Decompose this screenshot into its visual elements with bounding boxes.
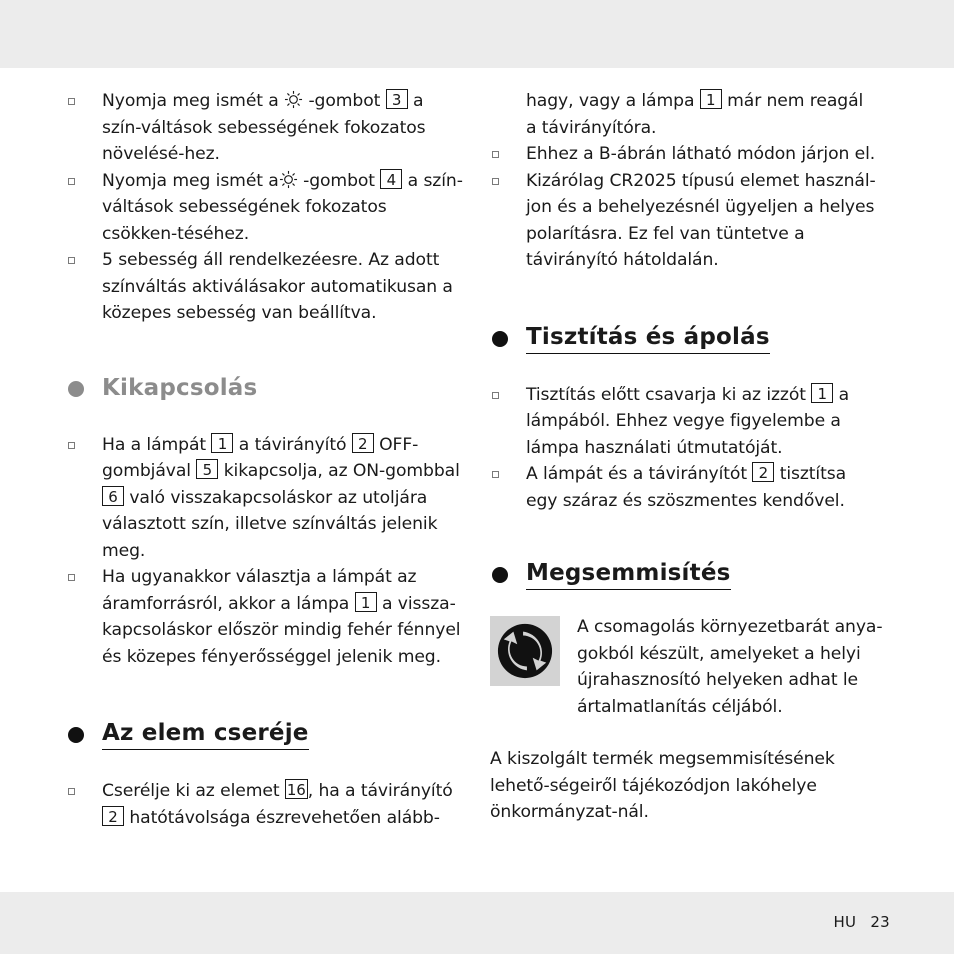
right-column	[490, 88, 886, 826]
disposal-paragraph: A kiszolgált termék megsemmisítésének lehető-ségeiről tájékozódjon lakóhelye önkormányzat-nál.	[490, 749, 835, 822]
bullet-icon	[68, 257, 75, 264]
list-item: 5 sebesség áll rendelkezéesre. Az adott színváltás aktiválásakor automatikusan a közepes sebesség van beállítva.	[66, 247, 464, 327]
ref-number: 4	[380, 169, 402, 189]
bullet-icon	[492, 392, 499, 399]
section-heading-switch-off: Kikapcsolás	[66, 375, 466, 404]
bullet-icon	[492, 151, 499, 158]
bullet-icon	[68, 98, 75, 105]
list-item: Tisztítás előtt csavarja ki az izzót 1 a lámpából. Ehhez vegye figyelembe a lámpa használati útmutatóját.	[490, 382, 878, 462]
page-footer	[819, 913, 890, 931]
bullet-icon	[492, 178, 499, 185]
ref-number: 5	[196, 459, 218, 479]
heading-dot-icon	[68, 727, 84, 743]
heading-dot-icon	[492, 331, 508, 347]
green-dot-recycle-icon	[490, 616, 560, 686]
list-item: Kizárólag CR2025 típusú elemet használ-jon és a behelyezésnél ügyeljen a helyes polarításra. Ez fel van tüntetve a távirányító hátoldalán.	[490, 168, 886, 274]
bullet-icon	[68, 178, 75, 185]
list-item: Ha a lámpát 1 a távirányító 2 OFF-gombjával 5 kikapcsolja, az ON-gombbal 6 való visszakapcsoláskor az utoljára választott szín, illetve színváltás jelenik meg.	[66, 432, 466, 565]
bullet-icon	[68, 788, 75, 795]
header-band	[0, 0, 954, 68]
list-item: Cserélje ki az elemet 16 , ha a távirányító 2 hatótávolsága észrevehetően alább-	[66, 778, 466, 831]
list-item-continued: hagy, vagy a lámpa 1 már nem reagál a távirányítóra.	[526, 91, 864, 138]
list-item: A lámpát és a távirányítót 2 tisztítsa egy száraz és szöszmentes kendővel.	[490, 461, 878, 514]
section-heading-cleaning: Tisztítás és ápolás	[490, 324, 886, 354]
bullet-icon	[68, 574, 75, 581]
language-code: HU	[833, 913, 857, 931]
ref-number: 1	[811, 383, 833, 403]
ref-number: 16	[286, 781, 306, 799]
ref-number: 2	[352, 433, 374, 453]
list-item: Ha ugyanakkor választja a lámpát az áramforrásról, akkor a lámpa 1 a vissza-kapcsoláskor először mindig fehér fénnyel és közepes fényerősséggel jelenik meg.	[66, 564, 464, 670]
footer-band	[0, 892, 954, 954]
list-item: Ehhez a B-ábrán látható módon járjon el.	[490, 141, 886, 168]
heading-dot-icon	[68, 381, 84, 397]
sun-brightness-down-icon	[279, 170, 298, 189]
heading-dot-icon	[492, 567, 508, 583]
ref-number: 1	[700, 89, 722, 109]
section-heading-battery: Az elem cseréje	[66, 720, 466, 750]
ref-number: 1	[355, 592, 377, 612]
left-column	[66, 88, 466, 831]
bullet-icon	[68, 442, 75, 449]
page-number: 23	[870, 913, 890, 931]
ref-number: 3	[386, 89, 408, 109]
ref-number: 2	[752, 462, 774, 482]
recycling-note: A csomagolás környezetbarát anya-gokból készült, amelyeket a helyi újrahasznosító helyeken adhat le ártalmatlanítás céljából.	[490, 616, 886, 732]
sun-brightness-up-icon	[284, 90, 303, 109]
ref-number: 6	[102, 486, 124, 506]
list-item: Nyomja meg ismét a -gombot 4 a szín-váltások sebességének fokozatos csökken-téséhez.	[66, 168, 464, 248]
ref-number: 1	[211, 433, 233, 453]
section-heading-disposal: Megsemmisítés	[490, 560, 886, 590]
bullet-icon	[492, 471, 499, 478]
list-item: Nyomja meg ismét a -gombot 3 a szín-váltások sebességének fokozatos növelésé-hez.	[66, 88, 464, 168]
ref-number: 2	[102, 806, 124, 826]
